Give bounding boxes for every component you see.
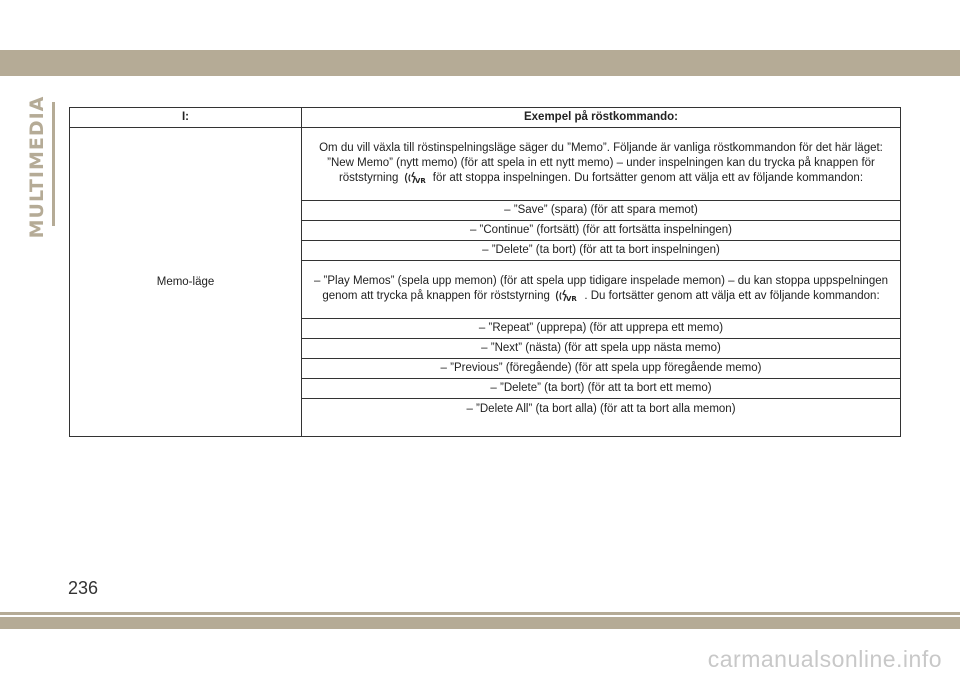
top-band	[0, 50, 960, 76]
voice-recognition-icon	[403, 171, 429, 185]
command-delete-recording: – ”Delete” (ta bort) (för att ta bort inspelningen)	[302, 241, 901, 261]
table-header-row	[70, 108, 901, 128]
play-text: – ”Play Memos” (spela upp memon) (för att spela upp tidigare inspelade memon) – du kan stoppa uppspelningen genom att trycka på knappen för röststyrning	[313, 275, 889, 303]
command-delete-memo: – ”Delete” (ta bort) (för att ta bort ett memo)	[302, 379, 901, 399]
command-next: – ”Next” (nästa) (för att spela upp nästa memo)	[302, 339, 901, 359]
mode-cell: Memo-läge	[70, 128, 302, 437]
intro-text: Om du vill växla till röstinspelningsläge säger du ”Memo”. Följande är vanliga röstkommandon för det här läget: ”New Memo” (nytt memo) (för att spela in ett nytt memo) – under inspelningen kan du trycka på knappen för röststyrning	[319, 142, 883, 185]
page-number: 236	[68, 578, 99, 598]
command-continue: – ”Continue” (fortsätt) (för att fortsätta inspelningen)	[302, 221, 901, 241]
voice-recognition-icon	[554, 289, 580, 303]
command-repeat: – ”Repeat” (upprepa) (för att upprepa ett memo)	[302, 319, 901, 339]
header-example: Exempel på röstkommando:	[302, 108, 901, 128]
voice-command-table	[69, 107, 901, 437]
command-delete-all: – ”Delete All” (ta bort alla) (för att ta bort alla memon)	[302, 399, 901, 437]
play-cell	[302, 261, 901, 319]
section-tab-label: MULTIMEDIA	[26, 95, 48, 239]
command-previous: – ”Previous” (föregående) (för att spela upp föregående memo)	[302, 359, 901, 379]
table-row	[70, 128, 901, 201]
command-save: – ”Save” (spara) (för att spara memot)	[302, 201, 901, 221]
intro-cell	[302, 128, 901, 201]
intro-text-end: för att stoppa inspelningen. Du fortsätter genom att välja ett av följande kommandon:	[432, 172, 864, 185]
section-tab	[22, 95, 52, 239]
section-tab-rule	[52, 102, 55, 226]
header-mode: I:	[70, 108, 302, 128]
bottom-band	[0, 617, 960, 629]
voice-icon-label: VR	[414, 177, 426, 186]
watermark: carmanualsonline.info	[707, 646, 942, 672]
bottom-rule	[0, 612, 960, 615]
voice-icon-label: VR	[566, 295, 577, 304]
play-text-end: . Du fortsätter genom att välja ett av följande kommandon:	[584, 290, 880, 303]
